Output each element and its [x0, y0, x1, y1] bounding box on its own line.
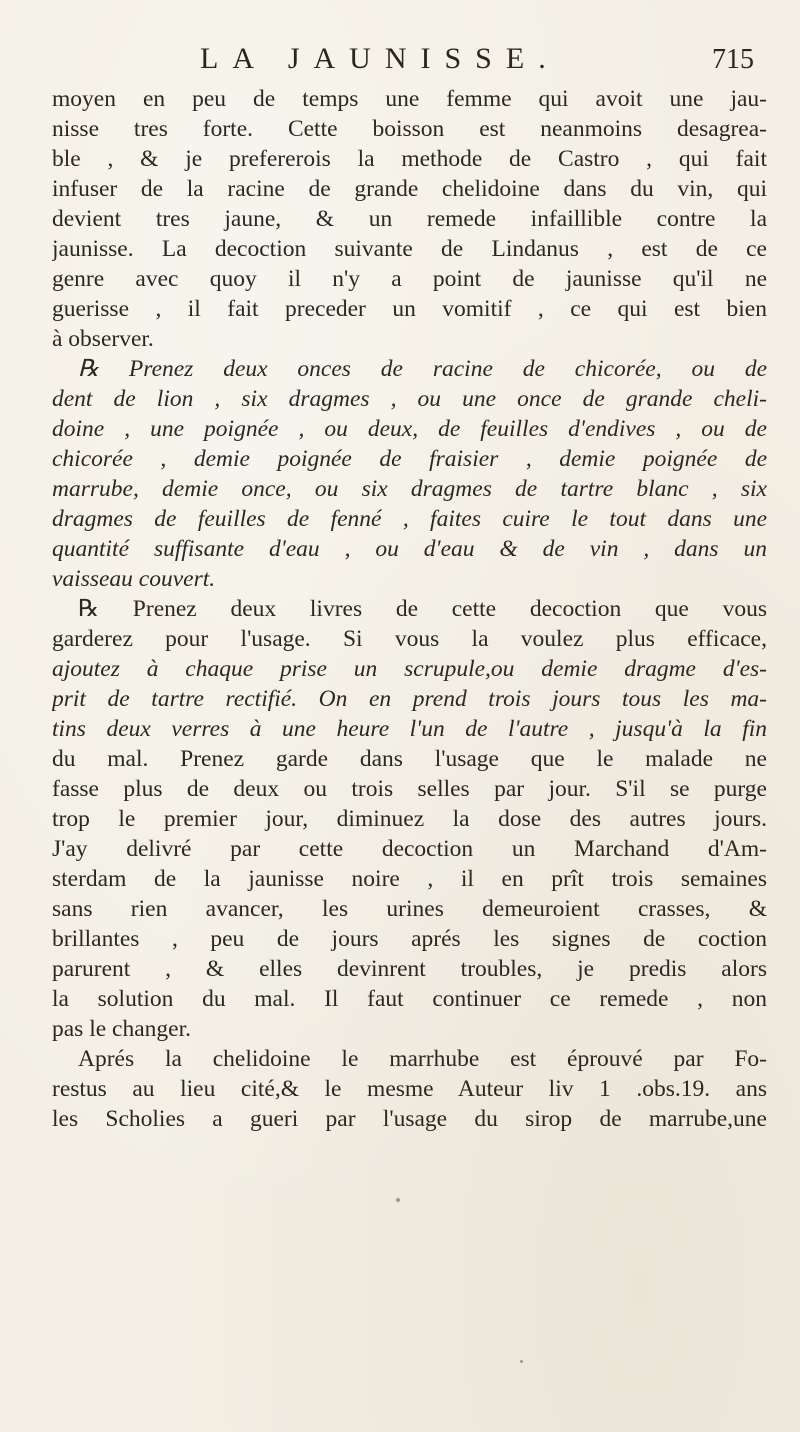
text-line: tins deux verres à une heure l'un de l'autre , jusqu'à la fin — [52, 716, 767, 742]
running-head: LA JAUNISSE. — [200, 42, 560, 75]
text-line: nisse tres forte. Cette boisson est neanmoins desagrea- — [52, 116, 767, 142]
recipe-line: ℞ Prenez deux onces de racine de chicorée, ou de — [78, 356, 767, 382]
recipe-line: vaisseau couvert. — [52, 566, 216, 592]
recipe-line: quantité suffisante d'eau , ou d'eau & de vin , dans un — [52, 536, 767, 562]
text-line: trop le premier jour, diminuez la dose des autres jours. — [52, 806, 767, 832]
text-line: infuser de la racine de grande chelidoine dans du vin, qui — [52, 176, 767, 202]
body-text — [52, 84, 767, 1134]
text-line: jaunisse. La decoction suivante de Lindanus , est de ce — [52, 236, 767, 262]
text-line: genre avec quoy il n'y a point de jaunisse qu'il ne — [52, 266, 767, 292]
paper-speck — [520, 1360, 523, 1363]
page-number: 715 — [712, 44, 754, 75]
text-line: devient tres jaune, & un remede infaillible contre la — [52, 206, 767, 232]
page-header — [60, 42, 760, 88]
text-line: parurent , & elles devinrent troubles, je predis alors — [52, 956, 767, 982]
text-line: du mal. Prenez garde dans l'usage que le malade ne — [52, 746, 767, 772]
recipe-line: dent de lion , six dragmes , ou une once de grande cheli- — [52, 386, 767, 412]
text-line: ble , & je prefererois la methode de Castro , qui fait — [52, 146, 767, 172]
text-line: ajoutez à chaque prise un scrupule,ou demie dragme d'es- — [52, 656, 767, 682]
text-line: restus au lieu cité,& le mesme Auteur liv 1 .obs.19. ans — [52, 1076, 767, 1102]
text-line: à observer. — [52, 326, 154, 352]
text-line: les Scholies a gueri par l'usage du sirop de marrube,une — [52, 1106, 767, 1132]
text-line: la solution du mal. Il faut continuer ce remede , non — [52, 986, 767, 1012]
text-line: garderez pour l'usage. Si vous la voulez plus efficace, — [52, 626, 767, 652]
recipe-line: chicorée , demie poignée de fraisier , demie poignée de — [52, 446, 767, 472]
recipe-line: marrube, demie once, ou six dragmes de tartre blanc , six — [52, 476, 767, 502]
text-line: sans rien avancer, les urines demeuroient crasses, & — [52, 896, 767, 922]
recipe-line: dragmes de feuilles de fenné , faites cuire le tout dans une — [52, 506, 767, 532]
text-line: J'ay delivré par cette decoction un Marchand d'Am- — [52, 836, 767, 862]
text-line: brillantes , peu de jours aprés les signes de coction — [52, 926, 767, 952]
text-line: guerisse , il fait preceder un vomitif , ce qui est bien — [52, 296, 767, 322]
text-line: fasse plus de deux ou trois selles par jour. S'il se purge — [52, 776, 767, 802]
text-line: ℞ Prenez deux livres de cette decoction que vous — [78, 596, 767, 622]
text-line: moyen en peu de temps une femme qui avoit une jau- — [52, 86, 767, 112]
text-line: Aprés la chelidoine le marrhube est éprouvé par Fo- — [78, 1046, 767, 1072]
text-line: prit de tartre rectifié. On en prend trois jours tous les ma- — [52, 686, 767, 712]
text-line: sterdam de la jaunisse noire , il en prît trois semaines — [52, 866, 767, 892]
text-line: pas le changer. — [52, 1016, 191, 1042]
paper-speck — [396, 1198, 400, 1202]
recipe-line: doine , une poignée , ou deux, de feuilles d'endives , ou de — [52, 416, 767, 442]
